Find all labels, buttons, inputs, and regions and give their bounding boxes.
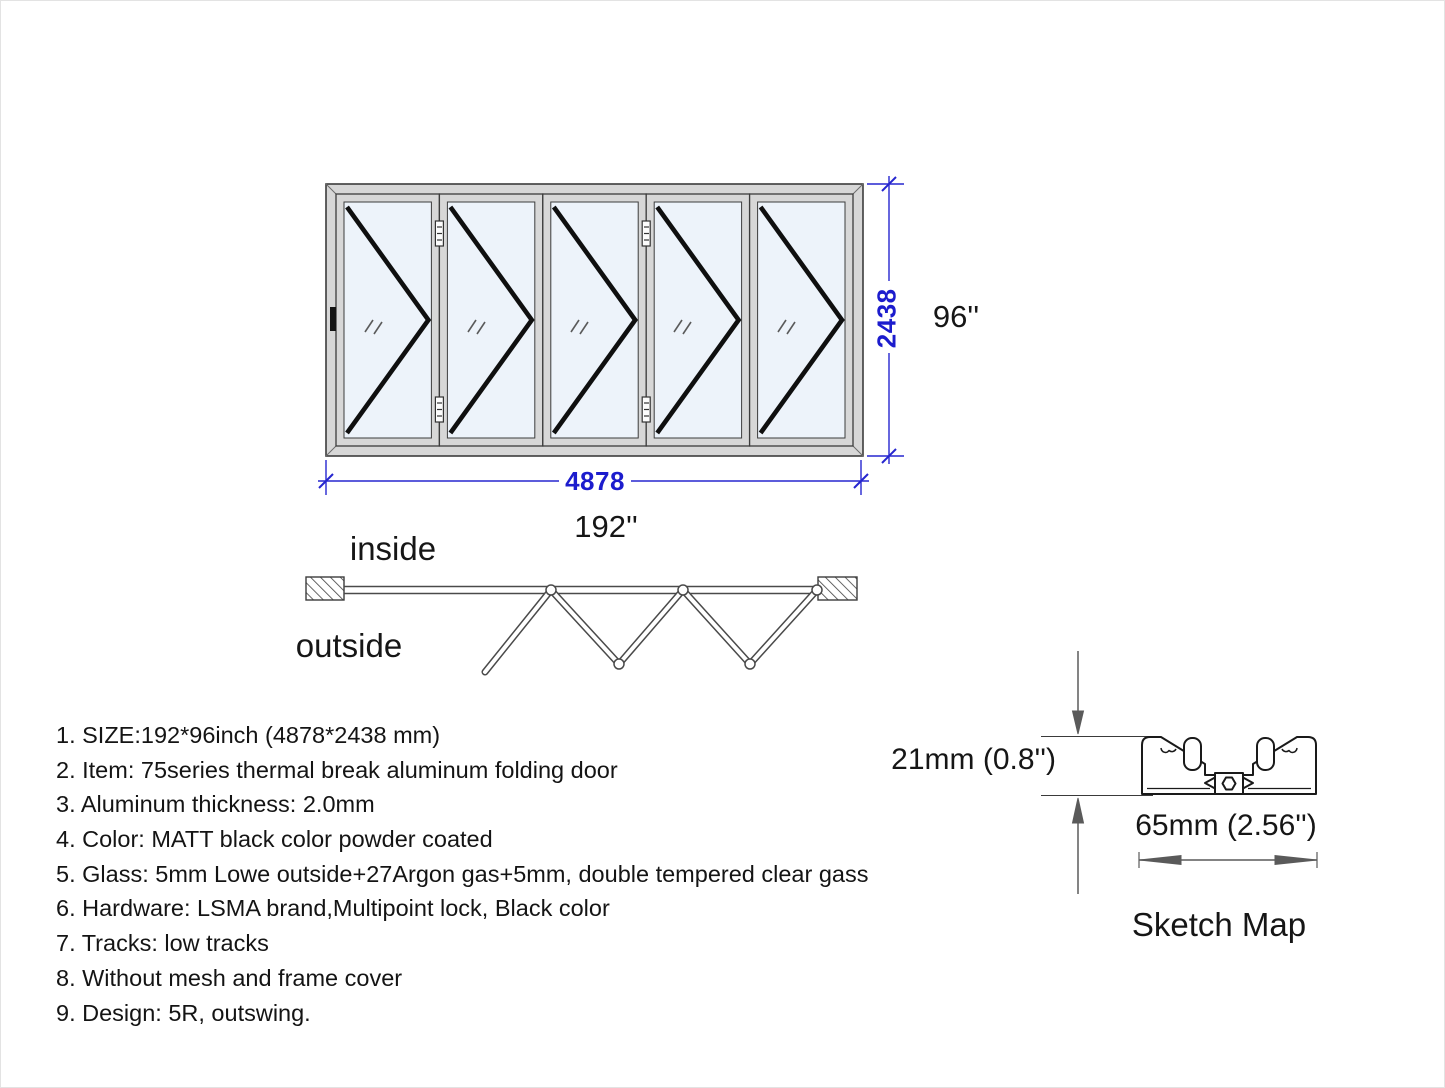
sketch-map-caption: Sketch Map: [1131, 906, 1307, 943]
roller-right: [1257, 738, 1274, 770]
outside-label: outside: [295, 627, 403, 664]
folded-panels: [485, 590, 817, 672]
arrow-down-icon: [1073, 711, 1084, 734]
track-height-dimension: 21mm (0.8''): [891, 743, 1056, 776]
hinge-icon: [435, 397, 443, 422]
track-width-dimension: 65mm (2.56''): [1135, 809, 1317, 842]
hinge-icon: [642, 397, 650, 422]
door-panel-1: [336, 194, 439, 446]
width-dim-arrows: [1139, 852, 1317, 868]
door-handle-icon: [330, 307, 336, 331]
wall-block-right: [818, 577, 857, 600]
height-dimension-mm: 2438: [871, 288, 902, 349]
hinge-icon: [642, 221, 650, 246]
spec-item: 3. Aluminum thickness: 2.0mm: [56, 791, 375, 818]
height-dimension-inch: 96'': [932, 299, 980, 334]
arrow-left-icon: [1139, 856, 1181, 865]
track-profile: [1142, 737, 1316, 794]
specification-list: [56, 722, 869, 1034]
width-dimension-inch: 192'': [574, 509, 638, 544]
inside-label: inside: [349, 530, 437, 567]
arrow-right-icon: [1275, 856, 1317, 865]
spec-item: 2. Item: 75series thermal break aluminum folding door: [56, 756, 618, 783]
extension-lines: [1041, 737, 1153, 796]
hinge-icon: [435, 221, 443, 246]
door-panel-4: [646, 194, 749, 446]
spec-item: 5. Glass: 5mm Lowe outside+27Argon gas+5mm, double tempered clear gass: [56, 860, 869, 887]
width-dimension-mm: 4878: [565, 466, 625, 496]
door-panel-2: [439, 194, 542, 446]
door-elevation: [326, 184, 863, 456]
spec-item: 4. Color: MATT black color powder coated: [56, 826, 493, 853]
spec-item: 8. Without mesh and frame cover: [56, 964, 403, 991]
spec-item: 1. SIZE:192*96inch (4878*2438 mm): [56, 722, 441, 748]
wall-block-left: [306, 577, 344, 600]
spec-item: 6. Hardware: LSMA brand,Multipoint lock, Black color: [56, 895, 610, 922]
hex-screw-channel: [1223, 778, 1236, 790]
roller-left: [1184, 738, 1201, 770]
door-panel-5: [750, 194, 853, 446]
track-line: [344, 587, 818, 594]
spec-item: 9. Design: 5R, outswing.: [56, 999, 311, 1026]
door-panel-3: [543, 194, 646, 446]
arrow-up-icon: [1073, 798, 1084, 823]
spec-item: 7. Tracks: low tracks: [56, 930, 269, 957]
height-dim-arrows: [1073, 651, 1084, 894]
sketch-map-drawing: [1041, 651, 1317, 894]
